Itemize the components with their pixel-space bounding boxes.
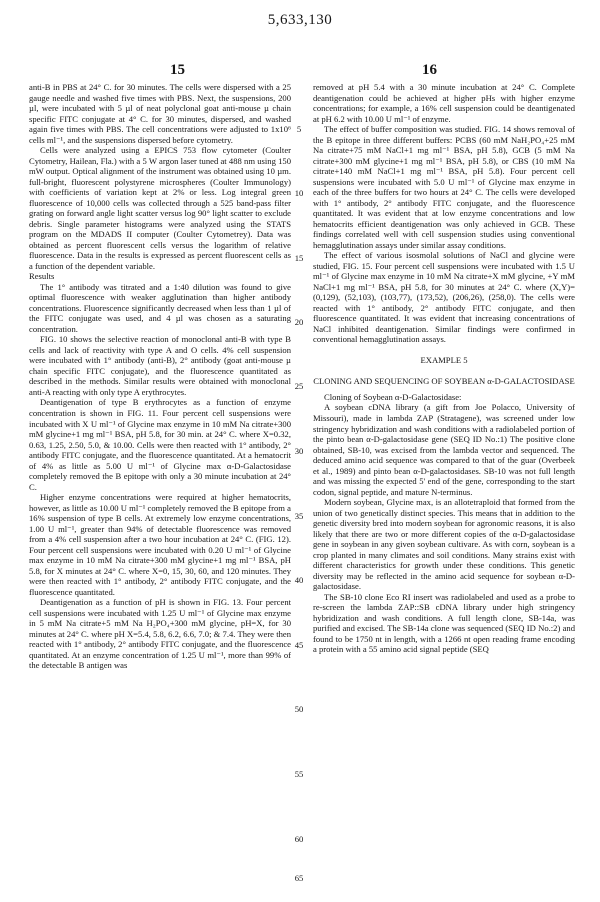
- left-text-column: [29, 82, 291, 671]
- paragraph: The effect of buffer composition was studied. FIG. 14 shows removal of the B epitope in three different buffers: PCBS (60 mM NaH₂PO₄+25 mM Na citrate+75 mM NaCl+1 mg ml⁻¹ BSA, pH 5.8), GCB (5 mM Na citrate+300 mM glycine+1 mg ml⁻¹ BSA, pH 5.8), or CBS (10 mM Na citrate+140 mM NaCl+1 mg ml⁻¹ BSA, pH 5.8). Four percent cell suspensions were incubated with 5.0 U ml⁻¹ of Glycine max enzyme in each of the three buffers for two hours at 24° C. The cells were developed with 1° antibody, 2° antibody FITC conjugate, and the fluorescence quantitated. It was evident that at low enzyme concentrations and low hematocrits efficient deantigenation was only achieved in GCB. These findings correlated well with cell suspension studies using conventional hemagglutination assays under similar assay conditions.: [313, 124, 575, 250]
- paragraph: Cells were analyzed using a EPICS 753 flow cytometer (Coulter Cytometry, Hailean, Fla.) with a 5 W argon laser tuned at 488 nm using 150 mW output. Optical alignment of the instrument was obtained using 10 µm. full-bright, fluorescent polystyrene microspheres (Coulter Immunology) with coefficients of variation kept at 2% or less. Log integral green fluorescence of 10,000 cells was collected through a 525 band-pass filter grating on forward angle light scatter versus log 90° light scatter to exclude debris. Single parameter histograms were analyzed using the STATS program on the MDADS II computer (Coulter Cytometrey). Data was obtained as percent fluorescent cells versus the logarithm of relative fluorescence. Data in the results is expressed as percent fluorescent cells as a function of the dependent variable.: [29, 145, 291, 271]
- line-number: 20: [294, 317, 304, 327]
- line-number: 25: [294, 381, 304, 391]
- line-number: 60: [294, 834, 304, 844]
- subsection-heading: Cloning of Soybean α-D-Galactosidase:: [324, 391, 462, 402]
- line-number: 5: [296, 124, 302, 134]
- left-column-number: 15: [170, 62, 185, 78]
- line-number: 10: [294, 188, 304, 198]
- paragraph: FIG. 10 shows the selective reaction of monoclonal anti-B with type B cells and lack of reactivity with type A and O cells. 4% cell suspension were incubated with 1° antibody (anti-B), 2° antibody (goat anti-mouse µ chain specific FITC conjugate), and the fluorescence quantitated as described in the methods. Similar results were obtained with monoclonal anti-A reacting with only type A erythrocytes.: [29, 334, 291, 397]
- example-heading: EXAMPLE 5: [420, 355, 468, 366]
- paragraph: anti-B in PBS at 24° C. for 30 minutes. The cells were dispersed with a 25 gauge needle and washed five times with PBS. Next, the suspensions, 200 µl, were incubated with 5 µl of neat polyclonal goat anti-mouse µ chain specific FITC conjugate at 4° C. for 30 minutes, dispersed, and washed again five times with PBS. The cell concentrations were adjusted to 1x10⁶ cells ml⁻¹, and the suspensions dispersed before cytometry.: [29, 82, 291, 145]
- line-number: 50: [294, 704, 304, 714]
- right-column-number: 16: [422, 62, 437, 78]
- line-number: 40: [294, 575, 304, 585]
- paragraph: removed at pH 5.4 with a 30 minute incubation at 24° C. Complete deantigenation could be achieved at higher pHs with higher enzyme concentrations; for example, a 16% cell suspension could be deantigenated at pH 6.2 with 10.00 U ml⁻¹ of enzyme.: [313, 82, 575, 124]
- section-title: CLONING AND SEQUENCING OF SOYBEAN α-D-GALACTOSIDASE: [313, 376, 575, 387]
- paragraph: A soybean cDNA library (a gift from Joe Polacco, University of Missouri), made in lambda ZAP (Stratagene), was screened under low stringency hybridization and wash conditions with a radiolabeled portion of the pinto bean α-D-galactosidase gene (SEQ ID No.:1) The positive clone obtained, SB-10, was excised from the lambda vector and sequenced. The deduced amino acid sequence was compared to that of the guar (Overbeek et al., 1989) and pinto bean α-D-galactosidases. SB-10 was not full length and was missing the expected 5' end of the gene, corresponding to the start codon, signal peptide, and mature N-terminus.: [313, 402, 575, 497]
- paragraph: The SB-10 clone Eco RI insert was radiolabeled and used as a probe to re-screen the lambda ZAP::SB cDNA library under high stringency hybridization and wash conditions. A full length clone, SB-14a, was purified and excised. The SB-14a clone was sequenced (SEQ ID No.:2) and found to be 1750 nt in length, with a 1266 nt open reading frame encoding a protein with a 55 amino acid signal peptide (SEQ: [313, 591, 575, 655]
- line-number: 35: [294, 511, 304, 521]
- patent-number: 5,633,130: [267, 12, 333, 28]
- paragraph: Deantigenation as a function of pH is shown in FIG. 13. Four percent cell suspensions were incubated with 1.25 U ml⁻¹ of Glycine max enzyme in 5 mM Na citrate+5 mM Na H₂PO₄+300 mM glycine, pH=X, for 30 minutes at 24° C. where pH X=5.4, 5.8, 6.2, 6.6, 7.0; & 7.4. They were then reacted with 1° antibody, 2° antibody FITC conjugate, and the fluorescence quantitated. At an enzyme concentration of 1.25 U ml⁻¹, more than 99% of the detectable B antigen was: [29, 597, 291, 671]
- results-heading: Results: [29, 271, 55, 282]
- line-number: 55: [294, 769, 304, 779]
- line-number: 65: [294, 873, 304, 883]
- line-number: 30: [294, 446, 304, 456]
- line-number: 45: [294, 640, 304, 650]
- line-number: 15: [294, 253, 304, 263]
- paragraph: The 1° antibody was titrated and a 1:40 dilution was found to give optimal fluorescence with weaker agglutination than higher antibody concentrations. Fluorescence significantly decreased when less than 1 µl of the FITC conjugate was used, and 4 µl was chosen as a saturating concentration.: [29, 281, 291, 334]
- paragraph: Higher enzyme concentrations were required at higher hematocrits, however, as little as 10.00 U ml⁻¹ completely removed the B epitope from a 16% suspension of type B cells. At extremely low enzyme concentrations, 1.00 U ml⁻¹, greater than 94% of detectable fluorescence was removed from a 4% cell suspension after a two hour incubation at 24° C. (FIG. 12). Four percent cell suspensions were incubated with 0.20 U ml⁻¹ of Glycine max enzyme in 10 mM Na citrate+300 mM glycine+1 mg ml⁻¹ BSA, pH 5.8, for X minutes at 24° C. where X=0, 15, 30, 60, and 120 minutes. They were then reacted with 1° antibody, 2° antibody FITC conjugate, and the fluorescence quantitated.: [29, 492, 291, 597]
- paragraph: The effect of various isosmolal solutions of NaCl and glycine were studied, FIG. 15. Four percent cell suspensions were incubated with 1.5 U ml⁻¹ of Glycine max enzyme in 10 mM Na citrate+X mM glycine, +Y mM NaCl+1 mg ml⁻¹ BSA, pH 5.8, for 30 minutes at 24° C. where (X,Y)=(0,129), (52,103), (103,77), (173,52), (206,26), (258,0). The cells were reacted with 1° antibody, 2° antibody FITC conjugate, and then fluorescence quantitated. It was evident that increasing concentrations of NaCl inhibited deantigenation. Similar findings were confirmed in conventional hemagglutination assays.: [313, 250, 575, 345]
- paragraph: Modern soybean, Glycine max, is an allotetraploid that formed from the union of two genetically distinct species. This means that in addition to the genetic diversity bred into modern soybean for agronomic reasons, it is also likely that there are two or more different copies of the α-D-galactosidase gene in soybean in any given soybean cultivare. As with corn, soybean is a crop planted in many climates and soil conditions. Many strains exist with different characteristics for growth under these conditions. This genetic diversity may be reflected in the amino acid sequence for soybean α-D-galactosidase.: [313, 497, 575, 592]
- paragraph: Deantigenation of type B erythrocytes as a function of enzyme concentration is shown in FIG. 11. Four percent cell suspensions were incubated with X U ml⁻¹ of Glycine max enzyme in 10 mM Na citrate+300 mM glycine+1 mg ml⁻¹ BSA, pH 5.8, for 30 min. at 24° C. where X=0.32, 0.63, 1.25, 2.50, 5.0, & 10.00. Cells were then reacted with 1° antibody, 2° antibody FITC conjugate, and the fluorescence quantitated. At a hematocrit of 4% as little as 5.00 U ml⁻¹ of Glycine max α-D-Galactosidase completely removed the B epitope with only a 30 minute incubation at 24° C.: [29, 397, 291, 492]
- right-text-column: [313, 82, 575, 655]
